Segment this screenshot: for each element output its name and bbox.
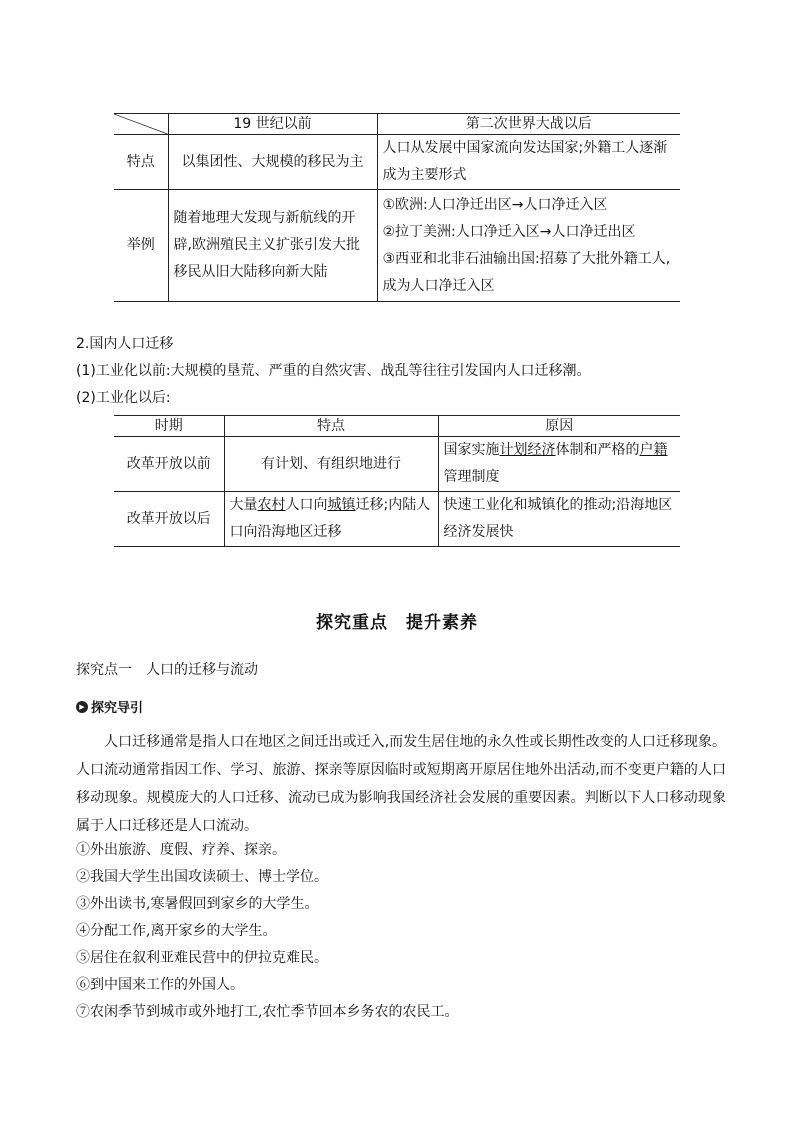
list-item: ⑥到中国来工作的外国人。 bbox=[76, 977, 244, 993]
row-label-examples: 举例 bbox=[114, 190, 168, 302]
list-item: ①外出旅游、度假、疗养、探亲。 bbox=[76, 842, 286, 858]
header-19th-century: 19 世纪以前 bbox=[168, 114, 377, 135]
point-title: 探究点一 人口的迁移与流动 bbox=[76, 662, 258, 678]
feature-text-b: 人口向 bbox=[285, 497, 328, 513]
guide-paragraph: 人口迁移通常是指人口在地区之间迁出或迁入,而发生居住地的永久性或长期性改变的人口迁移现象。人口流动通常指因工作、学习、旅游、探亲等原因临时或短期离开原居住地外出活动,而不变更户籍的人口移动现象。规模庞大的人口迁移、流动已成为影响我国经济社会发展的重要因素。判断以下人口移动现象属于人口迁移还是人口流动。 bbox=[76, 734, 726, 834]
guide-label bbox=[76, 697, 143, 716]
table-row-features bbox=[114, 135, 680, 190]
table-row-after-reform bbox=[114, 492, 680, 547]
reason-text-c: 管理制度 bbox=[443, 469, 500, 485]
list-item: ④分配工作,离开家乡的大学生。 bbox=[76, 923, 277, 939]
reason-underlined-household-registration: 户籍 bbox=[639, 442, 668, 458]
table-header-row bbox=[114, 114, 680, 135]
cell-19th-examples: 随着地理大发现与新航线的开辟,欧洲殖民主义扩张引发大批移民从旧大陆移向新大陆 bbox=[168, 190, 377, 302]
domestic-item-2: (2)工业化以后: bbox=[76, 390, 171, 406]
domestic-item-1: (1)工业化以前:大规模的垦荒、严重的自然灾害、战乱等往往引发国内人口迁移潮。 bbox=[76, 363, 591, 379]
reason-text-b: 体制和严格的 bbox=[555, 442, 640, 458]
feature-text-a: 大量 bbox=[229, 497, 258, 513]
cell-post-ww2-examples bbox=[377, 190, 680, 302]
table-header-row bbox=[114, 416, 680, 437]
list-item: ③外出读书,寒暑假回到家乡的大学生。 bbox=[76, 896, 319, 912]
feature-underlined-rural: 农村 bbox=[257, 497, 286, 513]
cell-feature-after bbox=[224, 492, 438, 547]
feature-text-c: 迁移;内陆人口向沿海地区迁移 bbox=[229, 497, 431, 540]
cell-reason-before bbox=[438, 437, 680, 492]
play-circle-icon: ▶ bbox=[76, 701, 88, 713]
feature-underlined-urban: 城镇 bbox=[327, 497, 356, 513]
international-migration-table bbox=[114, 113, 680, 302]
cell-feature-before: 有计划、有组织地进行 bbox=[224, 437, 438, 492]
header-post-ww2: 第二次世界大战以后 bbox=[377, 114, 680, 135]
reason-text-a: 国家实施 bbox=[443, 442, 500, 458]
list-item: ⑤居住在叙利亚难民营中的伊拉克难民。 bbox=[76, 950, 328, 966]
section-title: 探究重点 提升素养 bbox=[316, 613, 478, 633]
cell-post-ww2-features: 人口从发展中国家流向发达国家;外籍工人逐渐成为主要形式 bbox=[377, 135, 680, 190]
header-feature: 特点 bbox=[224, 416, 438, 437]
domestic-migration-table bbox=[114, 415, 680, 547]
diagonal-line bbox=[114, 114, 168, 134]
list-item: ②我国大学生出国攻读硕士、博士学位。 bbox=[76, 869, 328, 885]
diagonal-header-cell bbox=[114, 114, 168, 135]
header-period: 时期 bbox=[114, 416, 224, 437]
domestic-heading: 2.国内人口迁移 bbox=[76, 336, 174, 352]
row-label-features: 特点 bbox=[114, 135, 168, 190]
reason-underlined-planned-economy: 计划经济 bbox=[499, 442, 556, 458]
table-row-examples bbox=[114, 190, 680, 302]
cell-period-before: 改革开放以前 bbox=[114, 437, 224, 492]
example-latin-america: ②拉丁美洲:人口净迁入区→人口净迁出区 bbox=[382, 223, 636, 240]
table-row-before-reform bbox=[114, 437, 680, 492]
list-item: ⑦农闲季节到城市或外地打工,农忙季节回本乡务农的农民工。 bbox=[76, 1004, 459, 1020]
example-europe: ①欧洲:人口净迁出区→人口净迁入区 bbox=[382, 196, 608, 213]
cell-19th-features: 以集团性、大规模的移民为主 bbox=[168, 135, 377, 190]
example-west-asia: ③西亚和北非石油输出国:招募了大批外籍工人,成为人口净迁入区 bbox=[382, 250, 671, 294]
guide-label-text: 探究导引 bbox=[91, 701, 144, 716]
header-reason: 原因 bbox=[438, 416, 680, 437]
cell-period-after: 改革开放以后 bbox=[114, 492, 224, 547]
cell-reason-after: 快速工业化和城镇化的推动;沿海地区经济发展快 bbox=[438, 492, 680, 547]
